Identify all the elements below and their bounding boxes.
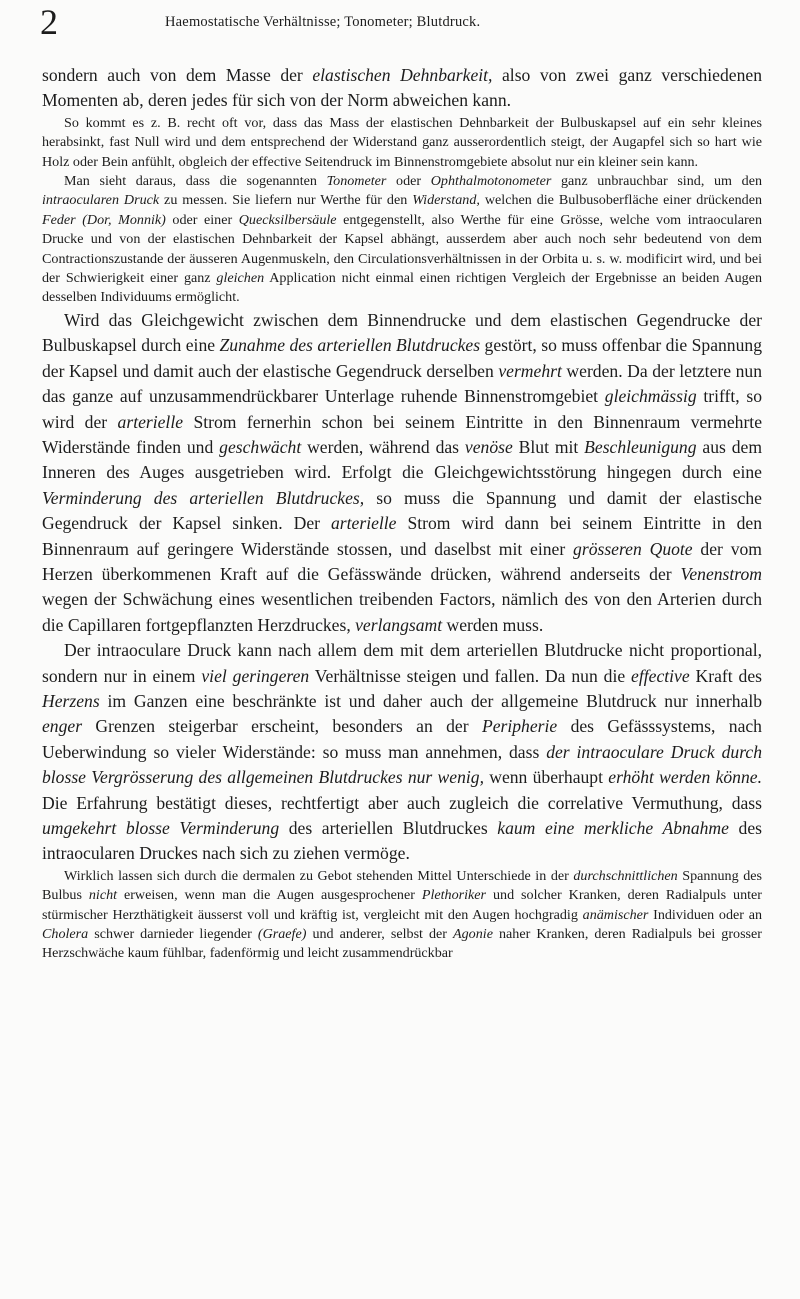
paragraph-5: [42, 638, 762, 867]
text-run: im Ganzen eine beschränkte ist und daher auch der allgemeine Blutdruck nur innerhalb: [99, 690, 762, 711]
text-run: Kraft des: [689, 665, 763, 686]
italic-run: viel geringeren: [201, 665, 310, 686]
text-run: oder einer: [165, 211, 239, 228]
text-run: trifft, so wird der: [42, 386, 762, 432]
italic-run: geschwächt: [219, 436, 302, 457]
italic-run: Cholera: [42, 926, 89, 943]
text-run: werden muss.: [442, 614, 544, 635]
italic-run: Verminderung des arteriellen Blutdruckes,: [42, 487, 365, 508]
text-run: entgegenstellt, also Werthe für eine Grösse, welche vom intraocularen Drucke und von der elastischen Dehnbarkeit der Kapsel abhängt, ausserdem aber auch noch sehr bedeutend von dem Contractionszustande der äusseren Augenmuskeln, den Circulationsverhältnissen in der Orbita u. s. w. modificirt wird, und bei der Schwierigkeit einer ganz: [42, 211, 762, 287]
italic-run: Ophthalmotonometer: [430, 173, 552, 190]
text-run: Grenzen steigerbar erscheint, besonders an der: [82, 716, 482, 737]
text-run: Strom wird dann bei seinem Eintritte in den Binnenraum auf geringere Widerstände stossen, und daselbst mit einer: [42, 513, 763, 559]
italic-run: arterielle: [117, 411, 184, 432]
italic-run: (Graefe): [257, 926, 307, 943]
italic-run: der intraoculare Druck durch blosse Vergrösserung des allgemeinen Blutdruckes nur wenig,: [42, 741, 762, 788]
italic-run: erhöht werden könne.: [608, 767, 762, 788]
text-run: Blut mit: [512, 436, 585, 457]
text-run: des Gefässsystems, nach Ueberwindung so vieler Widerstände: so muss man annehmen, dass: [42, 716, 762, 762]
italic-run: enger: [42, 716, 83, 737]
text-run: Die Erfahrung bestätigt dieses, rechtfertigt aber auch zugleich die correlative Vermuthung, dass: [42, 792, 762, 813]
paragraph-6: [42, 867, 762, 964]
italic-run: Herzens: [42, 690, 100, 711]
italic-run: anämischer: [582, 906, 649, 923]
text-run: wegen der Schwächung eines wesentlichen treibenden Factors, nämlich des von den Arterien durch die Capillaren fortgepflanzten Herzdruckes,: [42, 589, 762, 635]
text-run: der vom Herzen überkommenen Kraft auf die Gefässwände drücken, während anderseits der: [42, 538, 762, 584]
italic-run: Venenstrom: [680, 563, 762, 584]
paragraph-2: [42, 114, 762, 172]
text-run: naher Kranken, deren Radialpuls bei grosser Herzschwäche kaum fühlbar, fadenförmig und leicht zusammendrückbar: [42, 926, 762, 962]
text-run: so muss die Spannung und damit der elastische Gegendruck der Kapsel sinken. Der: [42, 487, 762, 534]
paragraph-4: [42, 308, 762, 638]
text-run: Wirklich lassen sich durch die dermalen zu Gebot stehenden Mittel Unterschiede in der: [64, 867, 574, 884]
italic-run: kaum eine merkliche Abnahme: [497, 818, 729, 838]
italic-run: arterielle: [331, 513, 397, 534]
italic-run: Feder (Dor, Monnik): [42, 211, 166, 228]
italic-run: Widerstand,: [412, 192, 480, 209]
text-run: Der intraoculare Druck kann nach allem dem mit dem arteriellen Blutdrucke nicht proportional, sondern nur in einem: [42, 640, 762, 686]
text-run: Man sieht daraus, dass die sogenannten: [64, 173, 327, 190]
text-run: werden. Da der letztere nun das ganze auf unzusammendrückbarer Unterlage ruhende Binnenstromgebiet: [42, 360, 762, 407]
text-run: erweisen, wenn man die Augen ausgesprochener: [117, 887, 422, 904]
text-run: Individuen oder an: [648, 906, 762, 923]
text-run: und solcher Kranken, deren Radialpuls unter stürmischer Herzthätigkeit äusserst voll und kräftig ist, vergleicht mit den Augen hochgradig: [42, 887, 763, 923]
italic-run: gleichen: [216, 270, 265, 287]
text-run: gestört, so muss offenbar die Spannung der Kapsel und damit auch der elastische Gegendruck derselben: [42, 335, 762, 381]
text-run: Verhältnisse steigen und fallen. Da nun die: [309, 665, 632, 686]
text-run: Strom fernerhin schon bei seinem Eintritte in den Binnenraum vermehrte Widerstände finden und: [42, 411, 763, 457]
text-run: schwer darnieder liegender: [88, 926, 258, 943]
italic-run: grösseren Quote: [573, 538, 693, 559]
text-run: sondern auch von dem Masse der: [42, 65, 313, 85]
paragraph-3: [42, 172, 762, 308]
italic-run: durchschnittlichen: [573, 867, 678, 884]
italic-run: Quecksilbersäule: [238, 211, 337, 228]
text-run: und anderer, selbst der: [306, 926, 454, 943]
text-run: Application nicht einmal einen richtigen Vergleich der Ergebnisse an beiden Augen desselben Individuums ermöglicht.: [42, 270, 763, 306]
italic-run: Beschleunigung: [584, 436, 697, 457]
text-run: des arteriellen Blutdruckes: [279, 818, 498, 838]
text-run: des intraocularen Druckes nach sich zu ziehen vermöge.: [42, 818, 762, 864]
italic-run: Peripherie: [481, 716, 558, 737]
page-number: 2: [40, 2, 58, 42]
text-run: wenn überhaupt: [483, 767, 609, 788]
italic-run: Agonie: [453, 926, 493, 943]
text-run: also von zwei ganz verschiedenen Momenten ab, deren jedes für sich von der Norm abweichen kann.: [42, 65, 762, 111]
text-run: ganz unbrauchbar sind, um den: [551, 173, 762, 190]
italic-run: gleichmässig: [604, 386, 697, 407]
text-run: So kommt es z. B. recht oft vor, dass das Mass der elastischen Dehnbarkeit der Bulbuskapsel auf ein sehr kleines herabsinkt, fast Null wird und dem entsprechend der Widerstand ganz ausserordentlich steigt, der Augapfel sich so hart wie Holz oder Bein anfühlt, obgleich der effective Seitendruck im Binnenstromgebiete absolut nur ein kleiner sein kann.: [42, 114, 762, 170]
text-run: aus dem Inneren des Auges ausgetrieben wird. Erfolgt die Gleichgewichtsstörung hingegen durch eine: [42, 436, 763, 483]
italic-run: Zunahme des arteriellen Blutdruckes: [219, 335, 481, 356]
italic-run: Plethoriker: [421, 887, 487, 904]
italic-run: Tonometer: [326, 173, 387, 190]
paragraph-1: [42, 63, 762, 114]
italic-run: vermehrt: [498, 360, 562, 381]
page-body: [42, 63, 762, 964]
running-head: Haemostatische Verhältnisse; Tonometer; Blutdruck.: [165, 14, 481, 30]
italic-run: umgekehrt blosse Verminderung: [42, 818, 280, 838]
text-run: Spannung des Bulbus: [42, 867, 762, 904]
italic-run: elastischen Dehnbarkeit,: [312, 65, 493, 85]
italic-run: nicht: [88, 887, 118, 904]
italic-run: intraocularen Druck: [42, 192, 160, 209]
text-run: oder: [386, 173, 431, 190]
text-run: welchen die Bulbusoberfläche einer drückenden: [479, 192, 763, 209]
italic-run: verlangsamt: [355, 614, 443, 635]
text-run: zu messen. Sie liefern nur Werthe für den: [159, 192, 413, 209]
text-run: werden, während das: [301, 436, 465, 457]
italic-run: effective: [631, 665, 690, 686]
italic-run: venöse: [464, 436, 513, 457]
text-run: Wird das Gleichgewicht zwischen dem Binnendrucke und dem elastischen Gegendrucke der Bulbuskapsel durch eine: [42, 309, 762, 356]
